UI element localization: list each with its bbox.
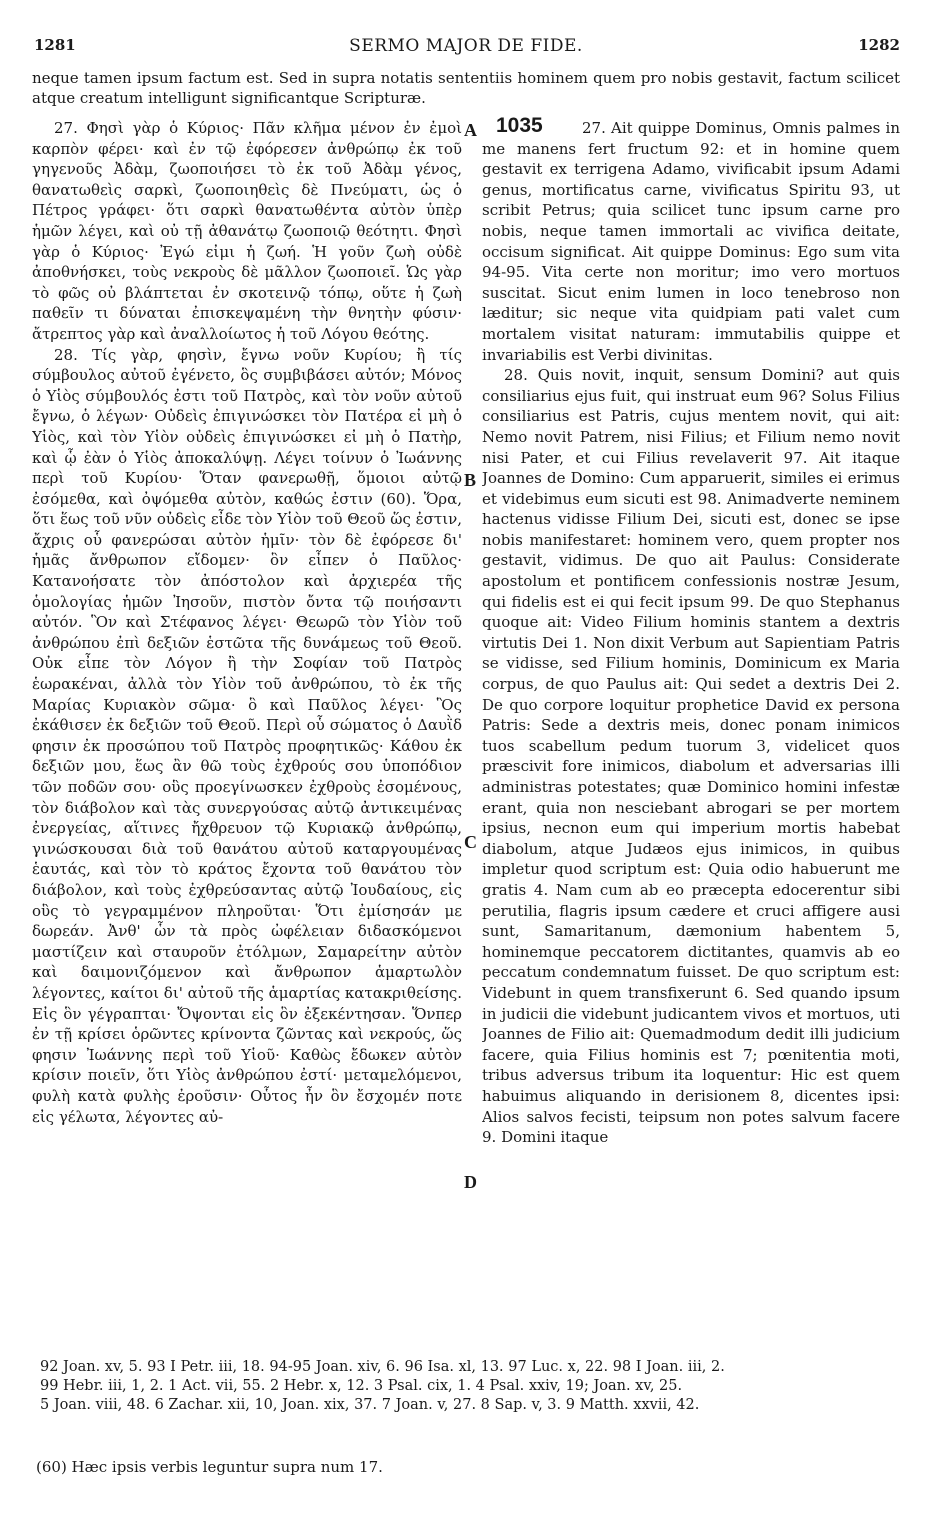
margin-letter-a: A — [464, 120, 477, 140]
greek-paragraph-27: 27. Φησὶ γὰρ ὁ Κύριος· Πᾶν κλῆμα μένον ἐν ἐμοὶ καρπὸν φέρει· καὶ ἐν τῷ ἐφόρεσεν ἀνθρώπῳ ἐκ τοῦ γηγενοῦς Ἀδὰμ, ζωοποιήσει τὸ ἐκ τοῦ Ἀδὰμ γένος, θανατωθεὶς σαρκὶ, ζωοποιηθεὶς δὲ Πνεύματι, ὡς ὁ Πέτρος γράφει· ὅτι σαρκὶ θανατωθέντα αὐτὸν ὑπὲρ ἡμῶν λέγει, καὶ οὐ τῇ ἀθανάτῳ ζωοποιῷ θεότητι. Φησὶ γὰρ ὁ Κύριος· Ἐγώ εἰμι ἡ ζωή. Ἡ γοῦν ζωὴ οὐδὲ ἀποθνήσκει, τοὺς νεκροὺς δὲ μᾶλλον ζωοποιεῖ. Ὡς γὰρ τὸ φῶς οὐ βλάπτεται ἐν σκοτεινῷ τόπῳ, οὕτε ἡ ζωὴ παθεῖν τι δύναται ἐπισκεψαμένη τὴν θνητὴν φύσιν· ἄτρεπτος γὰρ καὶ ἀναλλοίωτος ἡ τοῦ Λόγου θεότης. — [32, 119, 462, 343]
footnote-line: 92 Joan. xv, 5. 93 I Petr. iii, 18. 94-95 Joan. xiv, 6. 96 Isa. xl, 13. 97 Luc. x, 22. 98 I Joan. iii, 2. — [40, 1359, 725, 1375]
latin-paragraph-28: 28. Quis novit, inquit, sensum Domini? aut quis consiliarius ejus fuit, qui instruat eum 96? Solus Filius consiliarius est Patris, cujus mentem novit, qui ait: Nemo novit Patrem, nisi Filius; et Filium nemo novit nisi Pater, et cui Filius revelaverit 97. Ait itaque Joannes de Domino: Cum apparuerit, similes ei erimus et videbimus eum sicuti est 98. Animadverte neminem hactenus vidisse Filium Dei, sicuti est, donec se ipse nobis manifestaret: hominem vero, quem propter nos gestavit, vidimus. De quo ait Paulus: Considerate apostolum et pontificem confessionis nostræ Jesum, qui fidelis est ei qui fecit ipsum 99. De quo Stephanus quoque ait: Video Filium hominis stantem a dextris virtutis Dei 1. Non dixit Verbum aut Sapientiam Patris se vidisse, sed Filium hominis, Dominicum ex Maria corpus, de quo Paulus ait: Qui sedet a dextris Dei 2. De quo corpore loquitur prophetice David ex persona Patris: Sede a dextris meis, donec ponam inimicos tuos scabellum pedum tuorum 3, videlicet quos præscivit fore inimicos, diabolum et adversarias illi administras potestates; quæ Dominico homini infestæ erant, quia non nesciebant abrogari se per mortem ipsius, necnon eum qui imperium mortis habebat diabolum, atque Judæos ejus inimicos, in quibus impletur quod scriptum est: Quia odio habuerunt me gratis 4. Nam cum ab eo præcepta edocerentur sibi perutilia, flagris ipsum cædere et cruci affigere ausi sunt, Samaritanum, dæmonium habentem 5, hominemque peccatorem dictitantes, quamvis ab eo peccatum condemnatum fuisset. De quo scriptum est: Videbunt in quem transfixerunt 6. Sed quando ipsum in judicii die videbunt judicantem vivos et mortuos, uti Joannes de Filio ait: Quemadmodum dedit illi judicium facere, quia Filius hominis est 7; pœnitentia moti, tribus adversus tribum ita loquentur: Hic est quem habuimus aliquando in derisionem 8, dicentes ipsi: Alios salvos fecisti, teipsum non potes salvum facere 9. Domini itaque — [482, 366, 900, 1147]
column-number: 1035 — [496, 114, 543, 137]
footnotes — [40, 1358, 900, 1415]
greek-paragraph-28: 28. Τίς γὰρ, φησὶν, ἔγνω νοῦν Κυρίου; ἢ τίς σύμβουλος αὐτοῦ ἐγένετο, ὃς συμβιβάσει αὐτόν; Μόνος ὁ Υἱὸς σύμβουλός ἐστι τοῦ Πατρὸς, καὶ τὸν νοῦν αὐτοῦ ἔγνω, ὁ λέγων· Οὐδεὶς ἐπιγινώσκει τὸν Πατέρα εἰ μὴ ὁ Υἱὸς, καὶ τὸν Υἱὸν οὐδεὶς ἐπιγινώσκει εἰ μὴ ὁ Πατὴρ, καὶ ᾧ ἐὰν ὁ Υἱὸς ἀποκαλύψῃ. Λέγει τοίνυν ὁ Ἰωάννης περὶ τοῦ Κυρίου· Ὅταν φανερωθῇ, ὅμοιοι αὐτῷ ἐσόμεθα, καὶ ὀψόμεθα αὐτὸν, καθώς ἐστιν (60). Ὅρα, ὅτι ἕως τοῦ νῦν οὐδεὶς εἶδε τὸν Υἱὸν τοῦ Θεοῦ ὥς ἐστιν, ἄχρις οὗ φανερώσαι αὐτὸν ἡμῖν· τὸν δὲ ἐφόρεσε δι' ἡμᾶς ἄνθρωπον εἴδομεν· ὃν εἶπεν ὁ Παῦλος· Κατανοήσατε τὸν ἀπόστολον καὶ ἀρχιερέα τῆς ὁμολογίας ἡμῶν Ἰησοῦν, πιστὸν ὄντα τῷ ποιήσαντι αὐτόν. Ὃν καὶ Στέφανος λέγει· Θεωρῶ τὸν Υἱὸν τοῦ ἀνθρώπου ἐπὶ δεξιῶν ἑστῶτα τῆς δυνάμεως τοῦ Θεοῦ. Οὐκ εἶπε τὸν Λόγον ἢ τὴν Σοφίαν τοῦ Πατρὸς ἑωρακέναι, ἀλλὰ τὸν Υἱὸν τοῦ ἀνθρώπου, τὸ ἐκ τῆς Μαρίας Κυριακὸν σῶμα· ὃ καὶ Παῦλος λέγει· Ὃς ἐκάθισεν ἐκ δεξιῶν τοῦ Θεοῦ. Περὶ οὗ σώματος ὁ Δαυῒδ φησιν ἐκ προσώπου τοῦ Πατρὸς προφητικῶς· Κάθου ἐκ δεξιῶν μου, ἕως ἂν θῶ τοὺς ἐχθρούς σου ὑποπόδιον τῶν ποδῶν σου· οὓς προεγίνωσκεν ἐχθροὺς ἐσομένους, τὸν διάβολον καὶ τὰς συνεργούσας αὐτῷ ἀντικειμένας ἐνεργείας, αἵτινες ἤχθρευον τῷ Κυριακῷ ἀνθρώπῳ, γινώσκουσαι διὰ τοῦ θανάτου αὐτοῦ καταργουμένας ἑαυτάς, καὶ τὸν τὸ κράτος ἔχοντα τοῦ θανάτου τὸν διάβολον, καὶ τοὺς ἐχθρεύσαντας αὐτῷ Ἰουδαίους, εἰς οὓς τὸ γεγραμμένον πληροῦται· Ὅτι ἐμίσησάν με δωρεάν. Ἀνθ' ὧν τὰ πρὸς ὠφέλειαν διδασκόμενοι μαστίζειν καὶ σταυροῦν ἐτόλμων, Σαμαρείτην αὐτὸν καὶ δαιμονιζόμενον καὶ ἄνθρωπον ἁμαρτωλὸν λέγοντες, καίτοι δι' αὐτοῦ τῆς ἁμαρτίας κατακριθείσης. Εἰς ὃν γέγραπται· Ὄψονται εἰς ὃν ἐξεκέντησαν. Ὅνπερ ἐν τῇ κρίσει ὁρῶντες κρίνοντα ζῶντας καὶ νεκρούς, ὥς φησιν Ἰωάννης περὶ τοῦ Υἱοῦ· Καθὼς ἔδωκεν αὐτὸν κρίσιν ποιεῖν, ὅτι Υἱὸς ἀνθρώπου ἐστί· μεταμελόμενοι, φυλὴ κατὰ φυλὴς ἐροῦσιν· Οὗτος ἦν ὃν ἔσχομέν ποτε εἰς γέλωτα, λέγοντες αὐ- — [32, 345, 462, 1126]
latin-text-column — [482, 118, 900, 1350]
footnote-line: 5 Joan. viii, 48. 6 Zachar. xii, 10, Joan. xix, 37. 7 Joan. v, 27. 8 Sap. v, 3. 9 Matth. xxvii, 42. — [40, 1397, 700, 1413]
margin-letter-c: C — [464, 832, 477, 852]
editorial-note: (60) Hæc ipsis verbis leguntur supra num 17. — [36, 1458, 383, 1476]
page-header — [32, 36, 900, 62]
right-page-number: 1282 — [858, 36, 900, 54]
latin-paragraph-27: 27. Ait quippe Dominus, Omnis palmes in me manens fert fructum 92: et in homine quem gestavit ex terrigena Adamo, vivificabit ipsum Adami genus, mortificatus carne, vivificatus Spiritu 93, ut scribit Petrus; quia scilicet tunc ipsum carne pro nobis, neque tamen immortali ac vivifica deitate, occisum significat. Ait quippe Dominus: Ego sum vita 94-95. Vita certe non moritur; imo vero mortuos suscitat. Sicut enim lumen in loco tenebroso non læditur; sic neque vita quidpiam pati valet cum mortalem visitat naturam: immutabilis quippe et invariabilis est Verbi divinitas. — [482, 119, 900, 364]
running-title: SERMO MAJOR DE FIDE. — [349, 36, 583, 56]
margin-letter-d: D — [464, 1172, 477, 1192]
intro-paragraph: neque tamen ipsum factum est. Sed in supra notatis sententiis hominem quem pro nobis gestavit, factum scilicet atque creatum intelligunt significantque Scripturæ. — [32, 69, 900, 107]
greek-text-column — [32, 118, 462, 1350]
footnote-line: 99 Hebr. iii, 1, 2. 1 Act. vii, 55. 2 Hebr. x, 12. 3 Psal. cix, 1. 4 Psal. xxiv, 19; Joan. xv, 25. — [40, 1378, 683, 1394]
left-page-number: 1281 — [34, 36, 76, 54]
margin-letter-b: B — [464, 470, 477, 490]
